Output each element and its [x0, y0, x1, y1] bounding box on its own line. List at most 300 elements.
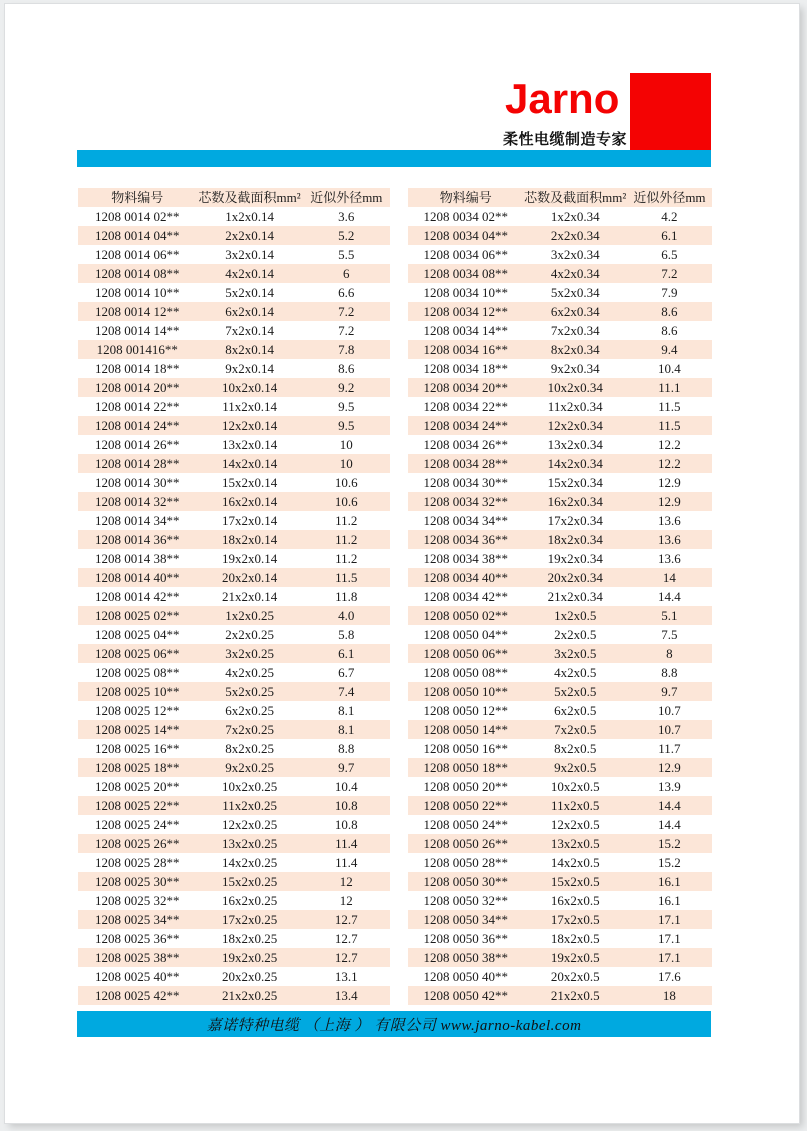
- core-size-cell: 16x2x0.25: [221, 893, 278, 908]
- table-row: [408, 891, 712, 910]
- outer-diameter-cell: 17.1: [658, 950, 681, 965]
- core-size-cell: 1x2x0.5: [554, 608, 597, 623]
- outer-diameter-cell: 11.5: [658, 399, 681, 414]
- table-row: [78, 207, 390, 226]
- material-no-cell: 1208 0034 02**: [423, 209, 508, 224]
- core-size-cell: 6x2x0.5: [554, 703, 597, 718]
- table-row: [78, 511, 390, 530]
- table-row: [78, 473, 390, 492]
- material-no-cell: 1208 0034 42**: [423, 589, 508, 604]
- outer-diameter-cell: 4.2: [661, 209, 678, 224]
- material-no-cell: 1208 0014 08**: [95, 266, 180, 281]
- core-size-cell: 15x2x0.5: [550, 874, 600, 889]
- core-size-cell: 11x2x0.34: [547, 399, 603, 414]
- table-row: [78, 872, 390, 891]
- table-row: [408, 853, 712, 872]
- table-row: [408, 701, 712, 720]
- table-row: [408, 720, 712, 739]
- core-size-cell: 8x2x0.14: [225, 342, 274, 357]
- table-row: [408, 644, 712, 663]
- core-size-cell: 1x2x0.25: [225, 608, 274, 623]
- spec-table-left: [78, 188, 390, 1005]
- material-no-cell: 1208 0034 36**: [423, 532, 508, 547]
- outer-diameter-cell: 8.6: [338, 361, 355, 376]
- outer-diameter-cell: 11.2: [335, 513, 358, 528]
- outer-diameter-cell: 13.6: [658, 551, 681, 566]
- material-no-cell: 1208 0014 24**: [95, 418, 180, 433]
- core-size-cell: 5x2x0.25: [225, 684, 274, 699]
- outer-diameter-cell: 9.7: [661, 684, 678, 699]
- outer-diameter-cell: 9.5: [338, 418, 355, 433]
- material-no-cell: 1208 0050 40**: [423, 969, 508, 984]
- material-no-cell: 1208 0025 10**: [95, 684, 180, 699]
- material-no-cell: 1208 0034 18**: [423, 361, 508, 376]
- material-no-cell: 1208 0014 36**: [95, 532, 180, 547]
- core-size-cell: 7x2x0.34: [550, 323, 600, 338]
- core-size-cell: 21x2x0.34: [547, 589, 603, 604]
- outer-diameter-cell: 10.6: [334, 475, 358, 490]
- table-row: [408, 986, 712, 1005]
- core-size-cell: 19x2x0.25: [221, 950, 278, 965]
- material-no-cell: 1208 0050 24**: [423, 817, 508, 832]
- outer-diameter-cell: 11.1: [658, 380, 681, 395]
- table-row: [78, 986, 390, 1005]
- core-size-cell: 3x2x0.34: [550, 247, 600, 262]
- material-no-cell: 1208 0025 18**: [95, 760, 180, 775]
- table-row: [408, 321, 712, 340]
- table-row: [78, 435, 390, 454]
- material-no-cell: 1208 0034 04**: [423, 228, 508, 243]
- material-no-cell: 1208 0034 06**: [423, 247, 508, 262]
- core-size-cell: 18x2x0.34: [547, 532, 603, 547]
- table-row: [78, 644, 390, 663]
- outer-diameter-cell: 6.7: [338, 665, 355, 680]
- core-size-cell: 14x2x0.5: [550, 855, 600, 870]
- outer-diameter-cell: 11.8: [335, 589, 358, 604]
- core-size-cell: 5x2x0.14: [225, 285, 274, 300]
- core-size-cell: 19x2x0.34: [547, 551, 603, 566]
- outer-diameter-cell: 6.5: [661, 247, 678, 262]
- core-size-cell: 2x2x0.25: [225, 627, 274, 642]
- core-size-cell: 4x2x0.25: [225, 665, 274, 680]
- core-size-cell: 11x2x0.14: [222, 399, 277, 414]
- material-no-cell: 1208 0050 28**: [423, 855, 508, 870]
- table-row: [408, 511, 712, 530]
- core-size-cell: 1x2x0.34: [550, 209, 600, 224]
- table-row: [78, 967, 390, 986]
- table-row: [78, 492, 390, 511]
- core-size-cell: 18x2x0.25: [221, 931, 278, 946]
- table-row: [408, 340, 712, 359]
- material-no-cell: 1208 0050 22**: [423, 798, 508, 813]
- table-row: [408, 967, 712, 986]
- material-no-cell: 1208 0025 20**: [95, 779, 180, 794]
- outer-diameter-cell: 16.1: [658, 874, 681, 889]
- outer-diameter-cell: 12.7: [334, 950, 358, 965]
- material-no-cell: 1208 0025 32**: [95, 893, 180, 908]
- outer-diameter-cell: 7.2: [661, 266, 678, 281]
- table-row: [78, 948, 390, 967]
- core-size-cell: 18x2x0.14: [221, 532, 278, 547]
- material-no-cell: 1208 0014 42**: [95, 589, 180, 604]
- material-no-cell: 1208 0050 14**: [423, 722, 508, 737]
- core-size-cell: 11x2x0.5: [551, 798, 600, 813]
- core-size-cell: 17x2x0.14: [221, 513, 278, 528]
- material-no-cell: 1208 0050 42**: [423, 988, 508, 1003]
- outer-diameter-cell: 10.8: [334, 817, 358, 832]
- core-size-cell: 1x2x0.14: [225, 209, 274, 224]
- outer-diameter-cell: 3.6: [338, 209, 355, 224]
- core-size-cell: 18x2x0.5: [550, 931, 600, 946]
- table-row: [408, 872, 712, 891]
- outer-diameter-cell: 10.4: [658, 361, 681, 376]
- brand-red-block: [630, 73, 711, 150]
- material-no-cell: 1208 0034 28**: [423, 456, 508, 471]
- outer-diameter-cell: 12: [339, 893, 353, 908]
- spec-table-right: [408, 188, 712, 1005]
- core-size-cell: 7x2x0.14: [225, 323, 274, 338]
- table-row: [408, 777, 712, 796]
- table-row: [78, 302, 390, 321]
- outer-diameter-cell: 7.5: [661, 627, 678, 642]
- outer-diameter-cell: 12.9: [658, 760, 681, 775]
- core-size-cell: 15x2x0.14: [221, 475, 278, 490]
- core-size-cell: 21x2x0.14: [221, 589, 278, 604]
- material-no-cell: 1208 0034 30**: [423, 475, 508, 490]
- material-no-cell: 1208 0025 38**: [95, 950, 180, 965]
- material-no-cell: 1208 0014 02**: [95, 209, 180, 224]
- outer-diameter-cell: 9.7: [338, 760, 355, 775]
- table-row: [78, 378, 390, 397]
- footer-company-text: 嘉诺特种电缆 （上海 ） 有限公司 www.jarno-kabel.com: [206, 1017, 582, 1034]
- outer-diameter-cell: 13.6: [658, 513, 681, 528]
- material-no-cell: 1208 0034 34**: [423, 513, 508, 528]
- table-row: [78, 663, 390, 682]
- outer-diameter-cell: 5.1: [661, 608, 678, 623]
- table-row: [408, 492, 712, 511]
- core-size-cell: 12x2x0.5: [550, 817, 600, 832]
- outer-diameter-cell: 12.7: [334, 912, 358, 927]
- outer-diameter-cell: 13.6: [658, 532, 681, 547]
- outer-diameter-cell: 14.4: [658, 589, 681, 604]
- table-row: [408, 530, 712, 549]
- outer-diameter-cell: 14: [662, 570, 676, 585]
- core-size-cell: 6x2x0.34: [550, 304, 600, 319]
- material-no-cell: 1208 0014 12**: [95, 304, 180, 319]
- table-header-row: [78, 188, 390, 207]
- table-row: [408, 226, 712, 245]
- table-row: [408, 587, 712, 606]
- outer-diameter-cell: 8.8: [338, 741, 355, 756]
- material-no-cell: 1208 0034 40**: [423, 570, 508, 585]
- core-size-cell: 17x2x0.5: [550, 912, 600, 927]
- material-no-cell: 1208 0034 14**: [423, 323, 508, 338]
- outer-diameter-cell: 10.7: [658, 703, 681, 718]
- outer-diameter-cell: 9.4: [661, 342, 678, 357]
- core-size-cell: 4x2x0.34: [550, 266, 600, 281]
- outer-diameter-cell: 8.1: [338, 722, 355, 737]
- table-row: [408, 910, 712, 929]
- material-no-cell: 1208 0050 18**: [423, 760, 508, 775]
- material-no-cell: 1208 0050 10**: [423, 684, 508, 699]
- material-no-cell: 1208 0025 34**: [95, 912, 180, 927]
- core-size-cell: 2x2x0.34: [550, 228, 600, 243]
- outer-diameter-cell: 8.8: [661, 665, 678, 680]
- table-row: [408, 435, 712, 454]
- table-row: [408, 416, 712, 435]
- outer-diameter-header: 近似外径mm: [633, 190, 706, 205]
- material-no-cell: 1208 0050 36**: [423, 931, 508, 946]
- core-size-cell: 8x2x0.5: [554, 741, 597, 756]
- core-size-cell: 6x2x0.25: [225, 703, 274, 718]
- core-size-cell: 20x2x0.25: [221, 969, 278, 984]
- table-row: [408, 606, 712, 625]
- table-row: [78, 910, 390, 929]
- material-no-cell: 1208 0050 02**: [423, 608, 508, 623]
- table-row: [78, 454, 390, 473]
- material-no-cell: 1208 0025 36**: [95, 931, 180, 946]
- material-no-cell: 1208 0014 34**: [95, 513, 180, 528]
- material-no-cell: 1208 0025 08**: [95, 665, 180, 680]
- material-no-cell: 1208 0050 08**: [423, 665, 508, 680]
- table-row: [78, 739, 390, 758]
- core-size-cell: 9x2x0.25: [225, 760, 274, 775]
- material-no-cell: 1208 0050 16**: [423, 741, 508, 756]
- core-size-cell: 12x2x0.34: [547, 418, 603, 433]
- material-no-cell: 1208 0050 26**: [423, 836, 508, 851]
- outer-diameter-cell: 6.6: [338, 285, 355, 300]
- core-size-cell: 16x2x0.5: [550, 893, 600, 908]
- table-row: [78, 321, 390, 340]
- table-row: [408, 454, 712, 473]
- material-no-cell: 1208 0050 38**: [423, 950, 508, 965]
- table-row: [78, 853, 390, 872]
- material-no-cell: 1208 0034 38**: [423, 551, 508, 566]
- outer-diameter-cell: 13.4: [334, 988, 358, 1003]
- material-no-cell: 1208 0014 22**: [95, 399, 180, 414]
- core-size-cell: 16x2x0.14: [221, 494, 278, 509]
- table-row: [78, 568, 390, 587]
- core-size-cell: 10x2x0.14: [221, 380, 278, 395]
- material-no-cell: 1208 0050 30**: [423, 874, 508, 889]
- material-no-cell: 1208 0025 02**: [95, 608, 180, 623]
- material-no-cell: 1208 0025 26**: [95, 836, 180, 851]
- outer-diameter-cell: 12.7: [334, 931, 358, 946]
- core-size-cell: 15x2x0.34: [547, 475, 603, 490]
- outer-diameter-cell: 5.5: [338, 247, 355, 262]
- outer-diameter-cell: 8.1: [338, 703, 355, 718]
- material-no-cell: 1208 0025 14**: [95, 722, 180, 737]
- material-no-cell: 1208 0014 30**: [95, 475, 180, 490]
- core-size-cell: 14x2x0.14: [221, 456, 278, 471]
- outer-diameter-cell: 6.1: [338, 646, 355, 661]
- core-size-cell: 8x2x0.34: [550, 342, 600, 357]
- material-no-cell: 1208 0050 04**: [423, 627, 508, 642]
- core-size-cell: 4x2x0.5: [554, 665, 597, 680]
- material-no-cell: 1208 0050 32**: [423, 893, 508, 908]
- table-row: [78, 587, 390, 606]
- core-size-cell: 12x2x0.14: [221, 418, 278, 433]
- core-size-cell: 12x2x0.25: [221, 817, 278, 832]
- table-row: [408, 815, 712, 834]
- table-row: [408, 682, 712, 701]
- table-row: [78, 891, 390, 910]
- document-page: [5, 4, 799, 1123]
- outer-diameter-cell: 8: [666, 646, 673, 661]
- core-size-cell: 5x2x0.34: [550, 285, 600, 300]
- outer-diameter-cell: 10.7: [658, 722, 681, 737]
- table-row: [408, 473, 712, 492]
- material-no-cell: 1208 0014 20**: [95, 380, 180, 395]
- material-no-cell: 1208 0034 20**: [423, 380, 508, 395]
- outer-diameter-cell: 6: [343, 266, 350, 281]
- material-no-cell: 1208 0034 26**: [423, 437, 508, 452]
- table-row: [78, 359, 390, 378]
- core-size-cell: 11x2x0.25: [222, 798, 277, 813]
- material-no-cell: 1208 001416**: [96, 342, 178, 357]
- material-no-cell: 1208 0050 06**: [423, 646, 508, 661]
- material-no-cell: 1208 0034 32**: [423, 494, 508, 509]
- outer-diameter-cell: 17.1: [658, 912, 681, 927]
- material-no-cell: 1208 0014 18**: [95, 361, 180, 376]
- outer-diameter-cell: 10.4: [334, 779, 358, 794]
- table-row: [78, 929, 390, 948]
- core-size-header: 芯数及截面积mm²: [524, 190, 627, 205]
- material-no-cell: 1208 0025 30**: [95, 874, 180, 889]
- material-no-cell: 1208 0014 40**: [95, 570, 180, 585]
- outer-diameter-cell: 10.8: [334, 798, 358, 813]
- outer-diameter-cell: 12.2: [658, 437, 681, 452]
- table-row: [78, 530, 390, 549]
- outer-diameter-cell: 7.2: [338, 304, 355, 319]
- material-no-cell: 1208 0014 28**: [95, 456, 180, 471]
- table-row: [408, 663, 712, 682]
- material-no-cell: 1208 0025 40**: [95, 969, 180, 984]
- outer-diameter-cell: 9.5: [338, 399, 355, 414]
- material-no-cell: 1208 0014 26**: [95, 437, 180, 452]
- material-no-cell: 1208 0025 28**: [95, 855, 180, 870]
- table-row: [408, 264, 712, 283]
- brand-logo: Jarno: [505, 75, 620, 122]
- outer-diameter-cell: 11.2: [335, 532, 358, 547]
- material-no-cell: 1208 0050 34**: [423, 912, 508, 927]
- table-row: [408, 739, 712, 758]
- table-row: [408, 625, 712, 644]
- table-row: [408, 245, 712, 264]
- material-no-cell: 1208 0034 22**: [423, 399, 508, 414]
- outer-diameter-cell: 8.6: [661, 323, 678, 338]
- outer-diameter-cell: 9.2: [338, 380, 355, 395]
- material-no-cell: 1208 0014 10**: [95, 285, 180, 300]
- outer-diameter-cell: 13.9: [658, 779, 681, 794]
- table-row: [78, 226, 390, 245]
- outer-diameter-cell: 10: [339, 456, 353, 471]
- table-row: [408, 302, 712, 321]
- table-row: [78, 682, 390, 701]
- material-no-cell: 1208 0025 16**: [95, 741, 180, 756]
- core-size-cell: 20x2x0.5: [550, 969, 600, 984]
- material-no-cell: 1208 0025 24**: [95, 817, 180, 832]
- table-row: [78, 397, 390, 416]
- table-row: [408, 283, 712, 302]
- material-no-cell: 1208 0014 38**: [95, 551, 180, 566]
- outer-diameter-cell: 4.0: [338, 608, 355, 623]
- core-size-cell: 5x2x0.5: [554, 684, 597, 699]
- table-row: [408, 929, 712, 948]
- outer-diameter-cell: 7.9: [661, 285, 678, 300]
- table-row: [408, 568, 712, 587]
- outer-diameter-cell: 11.7: [658, 741, 681, 756]
- outer-diameter-cell: 11.5: [335, 570, 358, 585]
- core-size-cell: 6x2x0.14: [225, 304, 274, 319]
- core-size-cell: 2x2x0.14: [225, 228, 274, 243]
- core-size-cell: 10x2x0.5: [550, 779, 600, 794]
- material-no-cell: 1208 0025 42**: [95, 988, 180, 1003]
- table-row: [78, 834, 390, 853]
- outer-diameter-cell: 18: [662, 988, 676, 1003]
- core-size-cell: 19x2x0.14: [221, 551, 278, 566]
- material-no-header: 物料编号: [111, 190, 164, 205]
- outer-diameter-cell: 11.2: [335, 551, 358, 566]
- core-size-cell: 14x2x0.34: [547, 456, 603, 471]
- core-size-cell: 13x2x0.25: [221, 836, 278, 851]
- table-row: [78, 245, 390, 264]
- core-size-cell: 3x2x0.5: [554, 646, 597, 661]
- table-row: [408, 758, 712, 777]
- core-size-cell: 13x2x0.14: [221, 437, 278, 452]
- core-size-cell: 13x2x0.5: [550, 836, 600, 851]
- core-size-cell: 17x2x0.25: [221, 912, 278, 927]
- core-size-cell: 10x2x0.34: [547, 380, 603, 395]
- table-row: [408, 378, 712, 397]
- core-size-cell: 7x2x0.5: [554, 722, 597, 737]
- table-row: [78, 777, 390, 796]
- table-row: [408, 948, 712, 967]
- table-row: [408, 834, 712, 853]
- outer-diameter-cell: 8.6: [661, 304, 678, 319]
- outer-diameter-cell: 12: [339, 874, 353, 889]
- table-row: [78, 815, 390, 834]
- material-no-cell: 1208 0025 04**: [95, 627, 180, 642]
- outer-diameter-cell: 14.4: [658, 817, 681, 832]
- outer-diameter-cell: 14.4: [658, 798, 681, 813]
- table-row: [78, 340, 390, 359]
- core-size-cell: 3x2x0.25: [225, 646, 274, 661]
- footer-bar: [77, 1011, 711, 1037]
- material-no-cell: 1208 0034 24**: [423, 418, 508, 433]
- table-row: [78, 549, 390, 568]
- table-row: [78, 720, 390, 739]
- material-no-cell: 1208 0025 12**: [95, 703, 180, 718]
- material-no-header: 物料编号: [439, 190, 492, 205]
- table-header-row: [408, 188, 712, 207]
- outer-diameter-cell: 6.1: [661, 228, 678, 243]
- material-no-cell: 1208 0014 06**: [95, 247, 180, 262]
- material-no-cell: 1208 0034 08**: [423, 266, 508, 281]
- table-row: [78, 606, 390, 625]
- core-size-cell: 3x2x0.14: [225, 247, 274, 262]
- table-row: [78, 796, 390, 815]
- material-no-cell: 1208 0034 12**: [423, 304, 508, 319]
- material-no-cell: 1208 0050 12**: [423, 703, 508, 718]
- core-size-cell: 13x2x0.34: [547, 437, 603, 452]
- core-size-cell: 21x2x0.25: [221, 988, 278, 1003]
- core-size-cell: 16x2x0.34: [547, 494, 603, 509]
- table-row: [408, 207, 712, 226]
- material-no-cell: 1208 0025 22**: [95, 798, 180, 813]
- core-size-cell: 2x2x0.5: [554, 627, 597, 642]
- outer-diameter-cell: 10: [339, 437, 353, 452]
